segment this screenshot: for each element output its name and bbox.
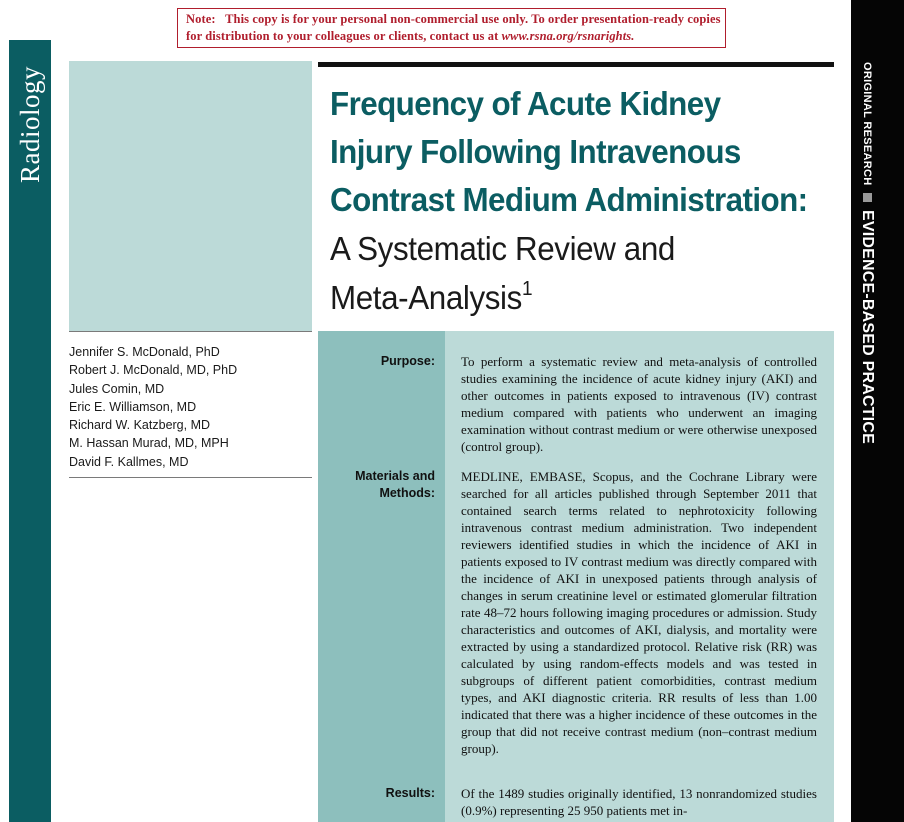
title-main-line: Frequency of Acute Kidney — [330, 85, 721, 122]
author-name: Eric E. Williamson, MD — [69, 399, 197, 414]
methods-label — [318, 468, 435, 502]
author-name: Jennifer S. McDonald, PhD — [69, 345, 220, 359]
abstract-label-column — [318, 331, 445, 822]
results-text: Of the 1489 studies originally identified, 13 nonrandomized studies (0.9%) representing 25 950 patients met in- — [461, 786, 817, 818]
methods-text: MEDLINE, EMBASE, Scopus, and the Cochrane Library were searched for all articles published through September 2011 that contained search terms related to nephrotoxicity following intravenous contrast medium administration. Two independent reviewers identified studies in which the incidence of AKI in patients exposed to IV contrast medium was directly compared with the incidence of AKI in unexposed patients through analysis of changes in serum creatinine level or estimated glomerular filtration rate 48–72 hours following imaging procedures or admission. Study characteristics and outcomes of AKI, dialysis, and mortality were extracted by using a standardized protocol. Relative risk (RR) was calculated by using random-effects models and was tested in subgroups of different patient comorbidities, contrast medium types, and AKI diagnostic criteria. RR results of less than 1.00 indicated that there was a higher incidence of these outcomes in the group that did not receive contrast medium (non–contrast medium group). — [461, 469, 817, 756]
title-rule — [318, 62, 834, 67]
author-name: David F. Kallmes, MD — [69, 454, 189, 469]
section-label — [852, 62, 882, 445]
footnote-mark: 1 — [521, 278, 533, 300]
author-list — [69, 343, 312, 471]
image-placeholder-box — [69, 61, 312, 331]
authors-divider-bottom — [69, 477, 312, 478]
author-name: Richard W. Katzberg, MD — [69, 418, 211, 433]
category-label: ORIGINAL RESEARCH — [861, 62, 873, 186]
methods-label-line: Materials and — [355, 469, 435, 483]
separator-square-icon — [863, 193, 872, 202]
results-label: Results: — [385, 786, 435, 800]
subcategory-label: EVIDENCE-BASED PRACTICE — [859, 210, 876, 445]
title-sub-line: A Systematic Review and — [330, 230, 675, 267]
notice-prefix: Note: — [186, 12, 216, 26]
journal-name-text: Radiology — [14, 66, 45, 183]
author-name: Robert J. McDonald, MD, PhD — [69, 363, 238, 378]
rights-link[interactable]: www.rsna.org/rsnarights. — [501, 29, 635, 43]
author-name: M. Hassan Murad, MD, MPH — [69, 436, 229, 451]
journal-name — [9, 62, 51, 187]
copyright-notice — [177, 8, 726, 48]
title-sub-text: Meta-Analysis — [330, 279, 522, 316]
author-name: Jules Comin, MD — [69, 381, 165, 396]
article-title — [330, 80, 835, 322]
title-main-line: Injury Following Intravenous — [330, 133, 741, 170]
purpose-label: Purpose: — [380, 354, 435, 368]
title-sub-line-last — [330, 274, 810, 322]
notice-text: This copy is for your personal non-commercial use only. To order presentation-ready copies for distribution to your colleagues or clients, contact us at — [186, 12, 721, 43]
authors-divider-top — [69, 331, 312, 332]
purpose-text: To perform a systematic review and meta-analysis of controlled studies examining the incidence of acute kidney injury (AKI) and other outcomes in patients exposed to intravenous (IV) contrast medium compared with patients who underwent an imaging examination without contrast medium or were otherwise unexposed (control group). — [461, 354, 817, 454]
methods-label-line: Methods: — [379, 486, 435, 500]
title-main-line: Contrast Medium Administration: — [330, 181, 808, 218]
